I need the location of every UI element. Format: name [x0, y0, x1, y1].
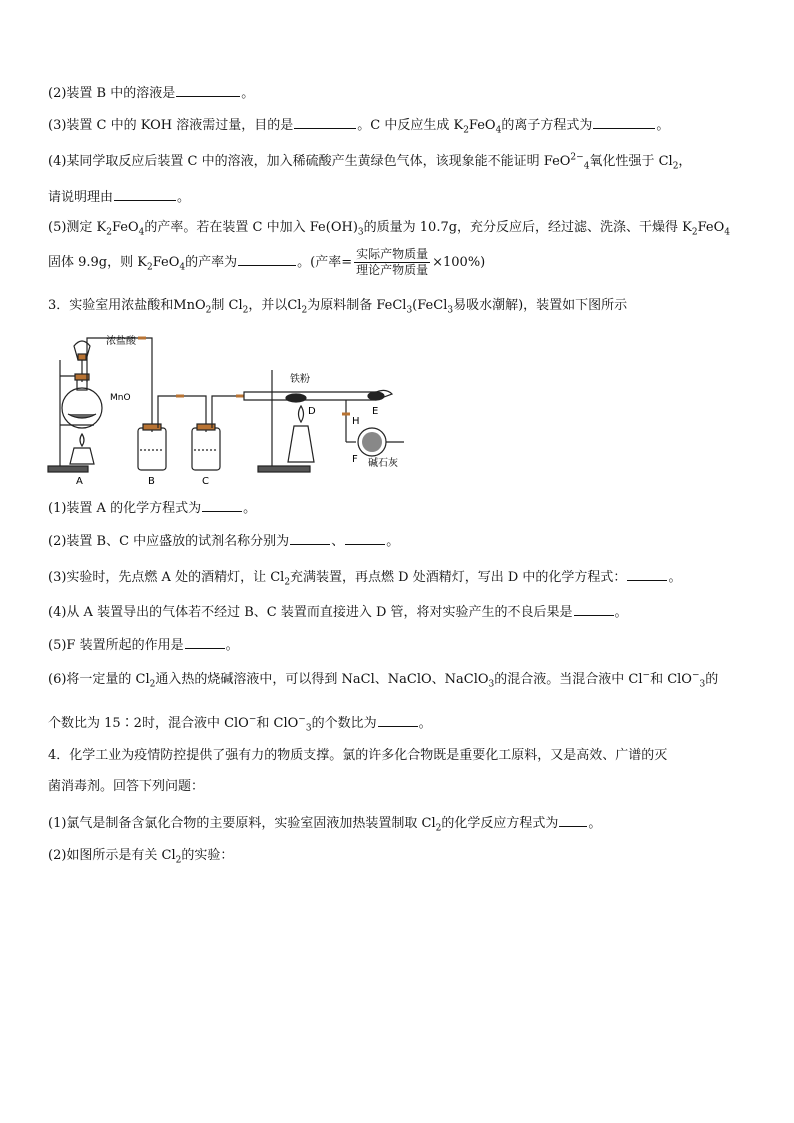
- subscript: 2: [435, 823, 442, 834]
- answer-blank[interactable]: [114, 186, 176, 201]
- text: (3)装置 C 中的 KOH 溶液需过量，目的是: [48, 118, 294, 133]
- text: 。: [177, 190, 191, 205]
- burner-d: [288, 426, 314, 462]
- flame-d: [299, 406, 304, 422]
- text: FeO: [112, 220, 139, 235]
- stand-base: [48, 466, 88, 472]
- label-lime: 碱石灰: [368, 458, 398, 469]
- subscript: 2: [284, 577, 291, 588]
- text: (5)测定 K: [48, 220, 107, 235]
- text: 。: [588, 816, 602, 831]
- subscript: 2: [149, 679, 156, 690]
- subscript: 4: [724, 227, 731, 238]
- text: (FeCl: [412, 298, 448, 313]
- text: FeO: [468, 118, 496, 133]
- text: 充满装置，再点燃 D 处酒精灯，写出 D 中的化学方程式：: [290, 570, 627, 585]
- text: (1)装置 A 的化学方程式为: [48, 501, 202, 516]
- text: ，并以Cl: [248, 298, 302, 313]
- subscript: 2: [205, 305, 212, 316]
- text: 的化学反应方程式为: [441, 816, 559, 831]
- text: 和 ClO: [256, 716, 299, 731]
- text: ，: [678, 154, 692, 169]
- text: (4)从 A 装置导出的气体若不经过 B、C 装置而直接进入 D 管，将对实验产生的不良后果是: [48, 605, 573, 620]
- subscript: 4: [495, 125, 502, 136]
- text: 制 Cl: [211, 298, 243, 313]
- q2-part4: [48, 152, 691, 172]
- mno2-solid: [68, 414, 96, 418]
- label-iron: 铁粉: [290, 374, 310, 385]
- text: 氧化性强于 Cl: [589, 154, 673, 169]
- q4-intro-line2: [48, 777, 204, 797]
- text: (4)某同学取反应后装置 C 中的溶液，加入稀硫酸产生黄绿色气体，该现象能不能证明 FeO: [48, 154, 571, 169]
- wash-bottle-c: [192, 428, 220, 470]
- q4-part2: [48, 846, 233, 866]
- answer-blank[interactable]: [593, 114, 655, 129]
- subscript: 2: [175, 855, 182, 866]
- q3-intro: [48, 296, 627, 316]
- text: 通入热的烧碱溶液中，可以得到 NaCl、NaClO、NaClO: [155, 672, 489, 687]
- flame-a: [80, 434, 84, 446]
- fraction-numerator: 实际产物质量: [356, 247, 429, 261]
- text: 请说明理由: [48, 190, 114, 205]
- text: 。: [668, 570, 682, 585]
- text: 。: [241, 86, 255, 101]
- text: 4．化学工业为疫情防控提供了强有力的物质支撑。氯的许多化合物既是重要化工原料，又是高效、广谱的灭: [48, 748, 668, 763]
- answer-blank[interactable]: [294, 114, 356, 129]
- answer-blank[interactable]: [627, 566, 667, 581]
- collector-e: [368, 392, 384, 400]
- label-c: C: [202, 476, 209, 485]
- answer-blank[interactable]: [176, 82, 240, 97]
- subscript: 2: [463, 125, 469, 136]
- text: 。: [614, 605, 628, 620]
- iron-powder: [286, 394, 306, 402]
- label-a: A: [76, 476, 83, 485]
- text: 的产率为: [185, 255, 238, 270]
- text: 。: [225, 638, 239, 653]
- answer-blank[interactable]: [559, 812, 587, 827]
- answer-blank[interactable]: [185, 634, 225, 649]
- q3-part2: [48, 530, 399, 552]
- text: 的实验：: [181, 848, 234, 863]
- subscript: 2: [146, 262, 153, 273]
- burner-a: [70, 448, 94, 464]
- text: 的质量为 10.7g，充分反应后，经过滤、洗涤、干燥得 K: [363, 220, 692, 235]
- tube-c-d: [212, 396, 242, 428]
- answer-blank[interactable]: [290, 530, 330, 545]
- round-bottom-flask: [62, 388, 102, 428]
- text: 固体 9.9g，则 K: [48, 255, 147, 270]
- label-acid: 浓盐酸: [106, 336, 136, 347]
- text: (5)F 装置所起的作用是: [48, 638, 184, 653]
- label-f: F: [352, 454, 358, 465]
- subscript: 3: [305, 723, 312, 734]
- text: (2)如图所示是有关 Cl: [48, 848, 176, 863]
- text: ×100%): [432, 255, 486, 270]
- text: 。: [656, 118, 670, 133]
- label-e: E: [372, 406, 379, 417]
- tube-a-b: [87, 338, 152, 432]
- q4-intro-line1: [48, 746, 667, 766]
- answer-blank[interactable]: [378, 712, 418, 727]
- subscript: 4: [138, 227, 145, 238]
- superscript: −: [642, 670, 651, 681]
- subscript: 2: [301, 305, 308, 316]
- subscript: 2: [691, 227, 698, 238]
- answer-blank[interactable]: [574, 601, 614, 616]
- label-h: H: [352, 416, 360, 427]
- apparatus-diagram: [46, 330, 416, 485]
- subscript: 3: [406, 305, 413, 316]
- answer-blank[interactable]: [345, 530, 385, 545]
- apparatus-svg: [46, 330, 416, 485]
- text: 。(产率=: [297, 255, 353, 270]
- text: 菌消毒剂。回答下列问题：: [48, 779, 205, 794]
- subscript: 2: [106, 227, 112, 238]
- subscript: 3: [447, 305, 454, 316]
- superscript: −: [298, 714, 306, 725]
- text: (2)装置 B、C 中应盛放的试剂名称分别为: [48, 534, 290, 549]
- text: 。: [243, 501, 257, 516]
- q3-part5: [48, 634, 239, 656]
- text: 的: [705, 672, 719, 687]
- fraction-denominator: 理论产物质量: [356, 263, 429, 277]
- q4-part1: [48, 812, 601, 834]
- text: 易吸水潮解)，装置如下图所示: [453, 298, 628, 313]
- subscript: 2: [242, 305, 249, 316]
- text: (1)氯气是制备含氯化合物的主要原料，实验室固液加热装置制取 Cl: [48, 816, 436, 831]
- text: 和 ClO: [650, 672, 692, 687]
- superscript: −: [691, 670, 700, 681]
- subscript: 4: [179, 262, 186, 273]
- subscript: 3: [488, 679, 495, 690]
- text: (6)将一定量的 Cl: [48, 672, 150, 687]
- subscript: 4: [583, 161, 590, 172]
- q2-part2: [48, 82, 254, 104]
- text: 的产率。若在装置 C 中加入 Fe(OH): [144, 220, 358, 235]
- text: FeO: [152, 255, 180, 270]
- text: FeO: [697, 220, 725, 235]
- q3-part6-cont: [48, 712, 432, 734]
- superscript: 2−: [570, 152, 584, 163]
- superscript: −: [248, 714, 257, 725]
- label-mno2: MnO: [110, 393, 131, 403]
- text: 的混合液。当混合液中 Cl: [494, 672, 643, 687]
- text: 为原料制备 FeCl: [307, 298, 407, 313]
- yield-fraction: [354, 247, 430, 278]
- subscript: 3: [357, 227, 364, 238]
- text: 的离子方程式为: [501, 118, 593, 133]
- answer-blank[interactable]: [238, 251, 296, 266]
- stand-base-d: [258, 466, 310, 472]
- subscript: 2: [672, 161, 679, 172]
- funnel-stopcock: [78, 354, 86, 360]
- q3-part1: [48, 497, 256, 519]
- text: 、: [331, 534, 345, 549]
- q2-part4-reason: [48, 186, 190, 208]
- q3-part6: [48, 670, 718, 690]
- text: (3)实验时，先点燃 A 处的酒精灯，让 Cl: [48, 570, 285, 585]
- text: 个数比为 15∶2时，混合液中 ClO: [48, 716, 249, 731]
- text: 的个数比为: [311, 716, 377, 731]
- text: 。: [386, 534, 400, 549]
- text: (2)装置 B 中的溶液是: [48, 86, 176, 101]
- text: 。C 中反应生成 K: [357, 118, 464, 133]
- q2-part5-cont: [48, 247, 485, 278]
- answer-blank[interactable]: [202, 497, 242, 512]
- wash-bottle-b: [138, 428, 166, 470]
- q3-part4: [48, 601, 628, 623]
- q2-part3: [48, 114, 669, 136]
- label-d: D: [308, 406, 316, 417]
- text: 。: [418, 716, 432, 731]
- q3-part3: [48, 566, 681, 588]
- text: 3．实验室用浓盐酸和MnO: [48, 298, 206, 313]
- subscript: 3: [699, 679, 706, 690]
- label-b: B: [148, 476, 155, 485]
- q2-part5: [48, 218, 730, 238]
